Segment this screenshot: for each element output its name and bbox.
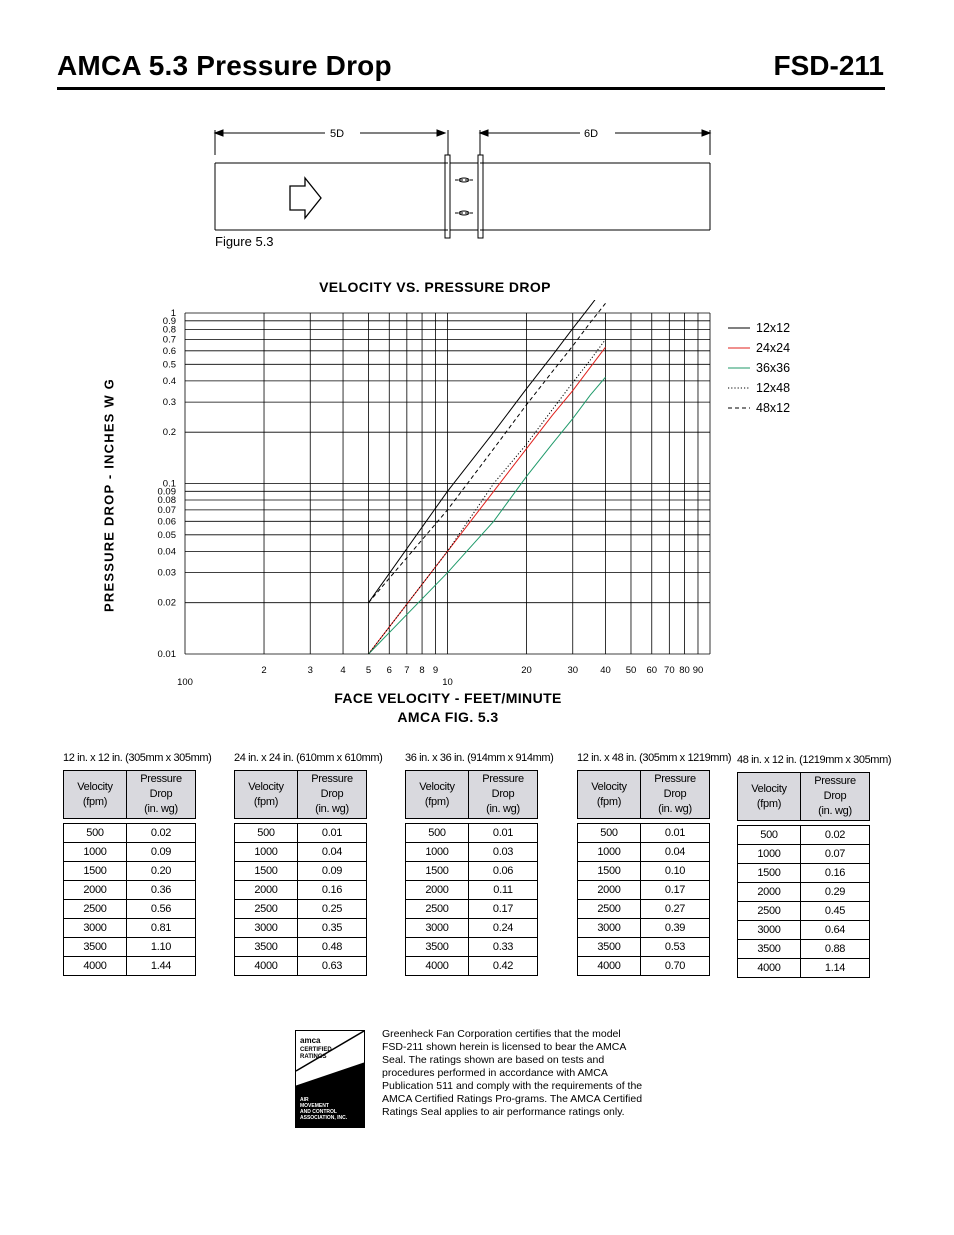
x-tick-label: 50 xyxy=(625,665,637,676)
pressure-cell: 0.10 xyxy=(641,862,710,881)
velocity-cell: 3000 xyxy=(738,921,801,940)
velocity-cell: 2000 xyxy=(578,881,641,900)
velocity-cell: 1000 xyxy=(64,843,127,862)
y-tick-label: 0.05 xyxy=(157,529,176,541)
table-row xyxy=(235,900,367,919)
legend-label: 48x12 xyxy=(756,401,791,415)
velocity-cell: 1500 xyxy=(235,862,298,881)
pressure-cell: 0.02 xyxy=(801,826,870,845)
series-line-36x36 xyxy=(369,377,606,654)
velocity-cell: 1000 xyxy=(235,843,298,862)
x-tick-label: 70 xyxy=(664,665,675,676)
table-row xyxy=(578,900,710,919)
pressure-cell: 0.56 xyxy=(127,900,196,919)
table-row xyxy=(738,845,870,864)
y-tick-label: 0.01 xyxy=(157,649,176,660)
velocity-cell: 500 xyxy=(64,824,127,843)
table-row xyxy=(738,864,870,883)
y-tick-label: 0.04 xyxy=(157,546,176,558)
pressure-cell: 0.16 xyxy=(298,881,367,900)
pressure-cell: 0.01 xyxy=(641,824,710,843)
table-row xyxy=(235,843,367,862)
svg-text:AIR: AIR xyxy=(336,1078,347,1084)
pressure-cell: 0.07 xyxy=(801,845,870,864)
table-row xyxy=(738,959,870,978)
col-pressure: Pressure Drop (in. wg) xyxy=(298,771,367,819)
pressure-cell: 0.45 xyxy=(801,902,870,921)
pressure-cell: 0.17 xyxy=(641,881,710,900)
data-table xyxy=(63,770,196,976)
col-velocity: Velocity (fpm) xyxy=(64,771,127,819)
pressure-table-4 xyxy=(577,752,731,976)
legend-label: 24x24 xyxy=(756,341,791,355)
velocity-cell: 1500 xyxy=(738,864,801,883)
x-tick-label: 20 xyxy=(521,665,532,676)
velocity-cell: 2500 xyxy=(406,900,469,919)
table-row xyxy=(406,881,538,900)
legend-label: 12x12 xyxy=(756,321,791,335)
pressure-cell: 0.48 xyxy=(298,938,367,957)
table-row xyxy=(738,921,870,940)
y-tick-label: 0.1 xyxy=(162,478,176,490)
velocity-cell: 4000 xyxy=(406,957,469,976)
pressure-cell: 0.88 xyxy=(801,940,870,959)
x-tick-label: 3 xyxy=(307,665,313,676)
velocity-cell: 4000 xyxy=(578,957,641,976)
y-tick-label: 0.5 xyxy=(162,359,176,371)
certification-text: Greenheck Fan Corporation certifies that the model FSD-211 shown herein is licensed to bear the AMCA Seal. The ratings shown are based on tests and procedures performed in accordance with AMCA Publication 511 and comply with the requirements of the AMCA Certified Ratings Pro-grams. The AMCA Certified Ratings Seal applies to air performance ratings only. xyxy=(382,1028,643,1118)
legend-label: 12x48 xyxy=(756,381,791,395)
table-caption: 48 in. x 12 in. (1219mm x 305mm) xyxy=(737,754,892,766)
pressure-cell: 0.42 xyxy=(469,957,538,976)
table-row xyxy=(64,881,196,900)
model-number: FSD-211 xyxy=(773,50,884,81)
pressure-table-2 xyxy=(234,752,382,976)
svg-text:ASSOCIATION, INC.: ASSOCIATION, INC. xyxy=(300,1115,348,1121)
y-tick-label: 0.7 xyxy=(162,334,176,346)
col-velocity: Velocity (fpm) xyxy=(738,773,801,821)
chart-title: VELOCITY VS. PRESSURE DROP xyxy=(319,279,551,295)
y-tick-label: 0.2 xyxy=(162,427,176,439)
velocity-cell: 3500 xyxy=(738,940,801,959)
pressure-cell: 0.01 xyxy=(298,824,367,843)
velocity-cell: 3000 xyxy=(64,919,127,938)
x-tick-label: 4 xyxy=(340,665,346,676)
x-tick-label: 60 xyxy=(646,665,658,676)
table-row xyxy=(406,862,538,881)
table-row xyxy=(578,919,710,938)
pressure-cell: 0.04 xyxy=(641,843,710,862)
table-row xyxy=(406,957,538,976)
velocity-cell: 1500 xyxy=(64,862,127,881)
velocity-cell: 1000 xyxy=(738,845,801,864)
velocity-cell: 500 xyxy=(406,824,469,843)
table-row xyxy=(235,957,367,976)
y-tick-label: 0.09 xyxy=(157,486,176,498)
pressure-cell: 0.39 xyxy=(641,919,710,938)
table-row xyxy=(578,843,710,862)
pressure-cell: 0.17 xyxy=(469,900,538,919)
velocity-cell: 2000 xyxy=(64,881,127,900)
table-row xyxy=(235,824,367,843)
velocity-cell: 1500 xyxy=(406,862,469,881)
pressure-cell: 0.25 xyxy=(298,900,367,919)
table-row xyxy=(738,940,870,959)
y-tick-label: 0.3 xyxy=(162,397,176,409)
y-axis-label: PRESSURE DROP - INCHES W G xyxy=(101,378,117,612)
pressure-cell: 0.03 xyxy=(469,843,538,862)
y-tick-label: 0.8 xyxy=(162,324,176,336)
x-tick-label: 100 xyxy=(177,677,193,688)
table-row xyxy=(235,919,367,938)
pressure-cell: 0.01 xyxy=(469,824,538,843)
pressure-cell: 0.09 xyxy=(127,843,196,862)
pressure-cell: 1.14 xyxy=(801,959,870,978)
table-row xyxy=(235,938,367,957)
x-tick-label: 90 xyxy=(692,665,704,676)
x-tick-label: 2 xyxy=(261,665,267,676)
pressure-cell: 0.81 xyxy=(127,919,196,938)
pressure-table-3 xyxy=(405,752,553,976)
x-tick-label: 9 xyxy=(432,665,439,676)
table-caption: 12 in. x 12 in. (305mm x 305mm) xyxy=(63,752,212,764)
table-row xyxy=(738,902,870,921)
pressure-table-1 xyxy=(63,752,211,976)
velocity-cell: 2500 xyxy=(64,900,127,919)
col-velocity: Velocity (fpm) xyxy=(578,771,641,819)
x-tick-label: 80 xyxy=(679,665,690,676)
data-table xyxy=(737,772,870,978)
velocity-cell: 500 xyxy=(578,824,641,843)
velocity-cell: 3500 xyxy=(406,938,469,957)
y-tick-label: 0.4 xyxy=(162,375,176,387)
col-pressure: Pressure Drop (in. wg) xyxy=(469,771,538,819)
figure-label: Figure 5.3 xyxy=(215,234,274,249)
svg-text:AIR: AIR xyxy=(300,1097,309,1103)
dim-6d: 6D xyxy=(583,128,599,140)
velocity-cell: 4000 xyxy=(64,957,127,976)
data-table xyxy=(234,770,367,976)
pressure-cell: 0.64 xyxy=(801,921,870,940)
pressure-cell: 0.09 xyxy=(298,862,367,881)
y-tick-label: 0.08 xyxy=(157,495,176,507)
velocity-cell: 3000 xyxy=(235,919,298,938)
velocity-cell: 1000 xyxy=(406,843,469,862)
table-row xyxy=(235,881,367,900)
table-row xyxy=(578,957,710,976)
y-tick-label: 0.06 xyxy=(157,516,176,528)
amca-seal-logo xyxy=(295,1030,365,1128)
velocity-cell: 500 xyxy=(738,826,801,845)
pressure-cell: 0.16 xyxy=(801,864,870,883)
x-tick-label: 7 xyxy=(404,665,410,676)
velocity-cell: 1500 xyxy=(578,862,641,881)
velocity-cell: 500 xyxy=(235,824,298,843)
pressure-cell: 0.33 xyxy=(469,938,538,957)
velocity-cell: 3000 xyxy=(578,919,641,938)
pressure-cell: 0.04 xyxy=(298,843,367,862)
col-velocity: Velocity (fpm) xyxy=(406,771,469,819)
table-row xyxy=(64,900,196,919)
series-line-12x48 xyxy=(369,339,606,654)
duct-diagram xyxy=(205,120,725,245)
table-row xyxy=(406,824,538,843)
svg-text:CERTIFIED: CERTIFIED xyxy=(300,1047,332,1053)
table-row xyxy=(64,919,196,938)
pressure-cell: 0.27 xyxy=(641,900,710,919)
table-row xyxy=(406,900,538,919)
x-tick-label: 6 xyxy=(386,665,392,676)
velocity-cell: 2000 xyxy=(738,883,801,902)
pressure-cell: 0.29 xyxy=(801,883,870,902)
pressure-cell: 0.20 xyxy=(127,862,196,881)
velocity-cell: 4000 xyxy=(235,957,298,976)
pressure-cell: 0.02 xyxy=(127,824,196,843)
velocity-cell: 2500 xyxy=(235,900,298,919)
y-tick-label: 0.6 xyxy=(162,345,176,357)
series-line-12x12 xyxy=(369,300,606,603)
x-axis-label: FACE VELOCITY - FEET/MINUTE xyxy=(334,690,562,706)
pressure-drop-chart xyxy=(140,300,820,695)
data-table xyxy=(577,770,710,976)
table-row xyxy=(406,843,538,862)
pressure-cell: 0.63 xyxy=(298,957,367,976)
table-row xyxy=(64,824,196,843)
pressure-cell: 0.36 xyxy=(127,881,196,900)
table-caption: 36 in. x 36 in. (914mm x 914mm) xyxy=(405,752,554,764)
pressure-cell: 0.06 xyxy=(469,862,538,881)
pressure-cell: 1.10 xyxy=(127,938,196,957)
table-row xyxy=(64,957,196,976)
pressure-table-5 xyxy=(737,754,891,978)
page-title: AMCA 5.3 Pressure Drop xyxy=(57,50,392,81)
y-tick-label: 0.02 xyxy=(157,597,176,609)
data-table xyxy=(405,770,538,976)
velocity-cell: 3500 xyxy=(578,938,641,957)
pressure-cell: 1.44 xyxy=(127,957,196,976)
table-row xyxy=(64,862,196,881)
table-row xyxy=(406,919,538,938)
velocity-cell: 1000 xyxy=(578,843,641,862)
velocity-cell: 4000 xyxy=(738,959,801,978)
table-caption: 24 in. x 24 in. (610mm x 610mm) xyxy=(234,752,383,764)
pressure-cell: 0.11 xyxy=(469,881,538,900)
table-row xyxy=(578,862,710,881)
pressure-cell: 0.53 xyxy=(641,938,710,957)
table-row xyxy=(64,938,196,957)
flow-arrow-icon xyxy=(290,178,321,218)
table-row xyxy=(738,826,870,845)
velocity-cell: 2500 xyxy=(578,900,641,919)
pressure-cell: 0.35 xyxy=(298,919,367,938)
svg-text:AND CONTROL: AND CONTROL xyxy=(300,1109,337,1115)
svg-text:amca: amca xyxy=(300,1036,321,1045)
y-tick-label: 0.9 xyxy=(162,315,176,327)
legend-label: 36x36 xyxy=(756,361,791,375)
table-row xyxy=(578,938,710,957)
chart-subtitle: AMCA FIG. 5.3 xyxy=(397,709,499,725)
chart-grid xyxy=(185,313,710,654)
velocity-cell: 3500 xyxy=(64,938,127,957)
col-pressure: Pressure Drop (in. wg) xyxy=(641,771,710,819)
velocity-cell: 2500 xyxy=(738,902,801,921)
table-row xyxy=(578,824,710,843)
pressure-cell: 0.70 xyxy=(641,957,710,976)
col-pressure: Pressure Drop (in. wg) xyxy=(127,771,196,819)
col-pressure: Pressure Drop (in. wg) xyxy=(801,773,870,821)
header-rule xyxy=(57,87,885,90)
table-caption: 12 in. x 48 in. (305mm x 1219mm) xyxy=(577,752,732,764)
table-row xyxy=(64,843,196,862)
x-tick-label: 5 xyxy=(365,665,372,676)
x-tick-label: 40 xyxy=(600,665,611,676)
velocity-cell: 2000 xyxy=(235,881,298,900)
table-row xyxy=(406,938,538,957)
velocity-cell: 3000 xyxy=(406,919,469,938)
svg-text:RATINGS: RATINGS xyxy=(300,1054,327,1060)
table-row xyxy=(738,883,870,902)
table-row xyxy=(235,862,367,881)
dim-5d: 5D xyxy=(329,128,345,140)
pressure-cell: 0.24 xyxy=(469,919,538,938)
y-tick-label: 1 xyxy=(170,308,176,319)
x-tick-label: 10 xyxy=(442,677,453,688)
x-tick-label: 8 xyxy=(419,665,425,676)
y-tick-label: 0.07 xyxy=(157,504,176,516)
svg-text:PERFORMANCE: PERFORMANCE xyxy=(326,1084,358,1089)
chart-legend xyxy=(728,321,790,415)
series-line-48x12 xyxy=(369,303,606,602)
svg-text:MOVEMENT: MOVEMENT xyxy=(300,1103,329,1109)
x-tick-label: 30 xyxy=(567,665,579,676)
col-velocity: Velocity (fpm) xyxy=(235,771,298,819)
velocity-cell: 3500 xyxy=(235,938,298,957)
velocity-cell: 2000 xyxy=(406,881,469,900)
table-row xyxy=(578,881,710,900)
y-tick-label: 0.03 xyxy=(157,567,176,579)
